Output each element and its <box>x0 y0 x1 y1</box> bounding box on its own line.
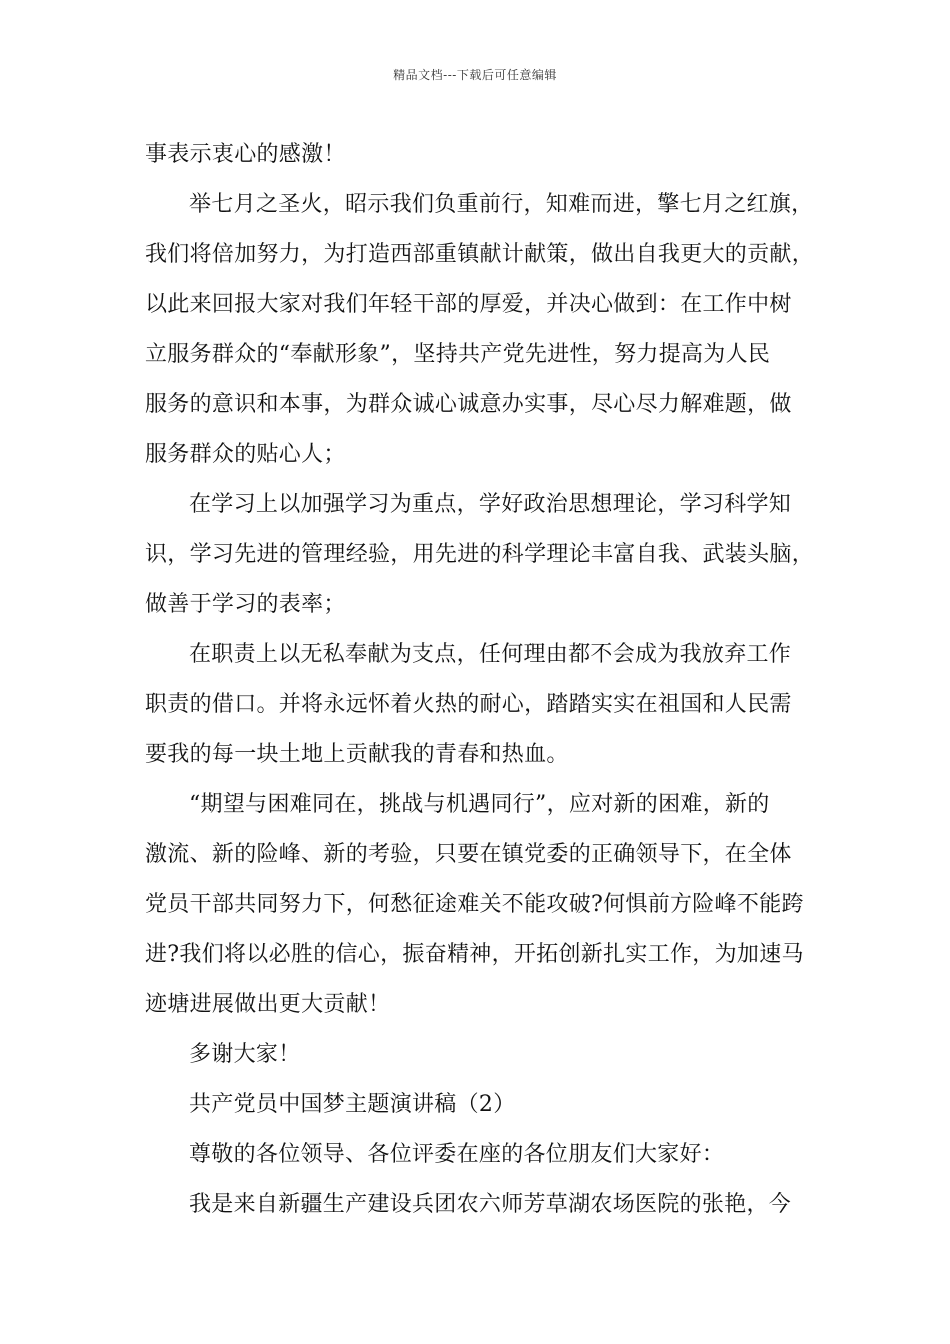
text-line: 举七月之圣火，昭示我们负重前行，知难而进，擎七月之红旗， <box>189 192 814 217</box>
text-line: 以此来回报大家对我们年轻干部的厚爱，并决心做到：在工作中树 <box>145 292 792 317</box>
text-line: 我们将倍加努力，为打造西部重镇献计献策，做出自我更大的贡献， <box>145 242 815 267</box>
text-line: 进?我们将以必胜的信心，振奋精神，开拓创新扎实工作，为加速马 <box>145 942 804 967</box>
text-line: 要我的每一块土地上贡献我的青春和热血。 <box>145 742 569 767</box>
text-line: 服务群众的贴心人； <box>145 442 346 467</box>
text-line: 党员干部共同努力下，何愁征途难关不能攻破?何惧前方险峰不能跨 <box>145 892 804 917</box>
text-line: “期望与困难同在，挑战与机遇同行”，应对新的困难，新的 <box>189 792 770 817</box>
text-line: 事表示衷心的感激！ <box>145 142 346 167</box>
text-line: 激流、新的险峰、新的考验，只要在镇党委的正确领导下，在全体 <box>145 842 792 867</box>
text-line: 共产党员中国梦主题演讲稿（2） <box>189 1092 516 1117</box>
text-line: 服务的意识和本事，为群众诚心诚意办实事，尽心尽力解难题，做 <box>145 392 792 417</box>
text-line: 立服务群众的“奉献形象”，坚持共产党先进性，努力提高为人民 <box>145 342 771 367</box>
text-line: 在职责上以无私奉献为支点，任何理由都不会成为我放弃工作 <box>189 642 792 667</box>
text-line: 做善于学习的表率； <box>145 592 346 617</box>
page-header: 精品文档---下载后可任意编辑 <box>393 68 557 82</box>
text-line: 在学习上以加强学习为重点，学好政治思想理论，学习科学知 <box>189 492 792 517</box>
text-line: 迹塘进展做出更大贡献！ <box>145 992 391 1017</box>
text-line: 职责的借口。并将永远怀着火热的耐心，踏踏实实在祖国和人民需 <box>145 692 792 717</box>
text-line: 我是来自新疆生产建设兵团农六师芳草湖农场医院的张艳，今 <box>189 1192 792 1217</box>
document-body <box>145 130 835 1230</box>
text-line: 尊敬的各位领导、各位评委在座的各位朋友们大家好： <box>189 1142 725 1167</box>
text-line: 识，学习先进的管理经验，用先进的科学理论丰富自我、武装头脑， <box>145 542 815 567</box>
text-line: 多谢大家！ <box>189 1042 301 1067</box>
